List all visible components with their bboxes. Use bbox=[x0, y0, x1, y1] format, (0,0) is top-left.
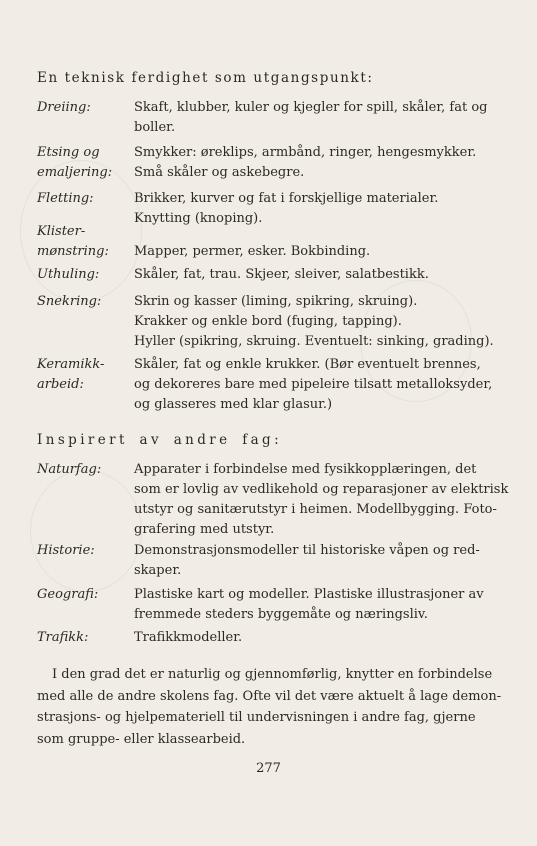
entry-text: Mapper, permer, esker. Bokbinding. bbox=[134, 244, 371, 259]
entry-text: Demonstrasjonsmodeller til historiske våpen og red- skaper. bbox=[134, 543, 480, 578]
entry-label: Dreiing: bbox=[37, 100, 91, 115]
entry-text: Skaft, klubber, kuler og kjegler for spill, skåler, fat og boller. bbox=[134, 100, 488, 135]
entry-label: Etsing og emaljering: bbox=[37, 145, 113, 180]
entry-label: Historie: bbox=[37, 543, 95, 558]
entry-label: Uthuling: bbox=[37, 267, 100, 282]
entry-label: Naturfag: bbox=[37, 462, 102, 477]
show-through-mark bbox=[30, 470, 142, 592]
entry-text: Trafikkmodeller. bbox=[134, 630, 243, 645]
section-heading-subjects: Inspirert av andre fag: bbox=[37, 432, 283, 448]
closing-paragraph: I den grad det er naturlig og gjennomførlig, knytter en forbindelse med alle de andre skolens fag. Ofte vil det være aktuelt å lage demon- strasjons- og hjelpemateriell til undervisningen i andre fag, gjerne som gruppe- eller klassearbeid. bbox=[37, 667, 502, 747]
entry-text: Skåler, fat, trau. Skjeer, sleiver, salatbestikk. bbox=[134, 267, 429, 282]
entry-text: Brikker, kurver og fat i forskjellige materialer. Knytting (knoping). bbox=[134, 191, 439, 226]
entry-text: Skrin og kasser (liming, spikring, skruing). Krakker og enkle bord (fuging, tapping). Hyller (spikring, skruing. Eventuelt: sinking, grading). bbox=[134, 294, 494, 349]
entry-label: Trafikk: bbox=[37, 630, 89, 645]
entry-label: Geografi: bbox=[37, 587, 99, 602]
entry-text: Skåler, fat og enkle krukker. (Bør eventuelt brennes, og dekoreres bare med pipeleire tilsatt metalloksyder, og glasseres med klar glasur.) bbox=[134, 357, 493, 412]
entry-text: Plastiske kart og modeller. Plastiske illustrasjoner av fremmede steders byggemåte og næringsliv. bbox=[134, 587, 484, 622]
entry-text: Apparater i forbindelse med fysikkopplæringen, det som er lovlig av vedlikehold og reparasjoner av elektrisk utstyr og sanitærutstyr i heimen. Modellbygging. Foto- grafering med utstyr. bbox=[134, 462, 509, 537]
entry-label: Klister- mønstring: bbox=[37, 224, 109, 259]
entry-label: Fletting: bbox=[37, 191, 94, 206]
page-number: 277 bbox=[256, 761, 281, 776]
section-heading-technical: En teknisk ferdighet som utgangspunkt: bbox=[37, 70, 374, 86]
entry-label: Snekring: bbox=[37, 294, 102, 309]
entry-label: Keramikk- arbeid: bbox=[37, 357, 105, 392]
entry-text: Smykker: øreklips, armbånd, ringer, hengesmykker. Små skåler og askebegre. bbox=[134, 145, 477, 180]
